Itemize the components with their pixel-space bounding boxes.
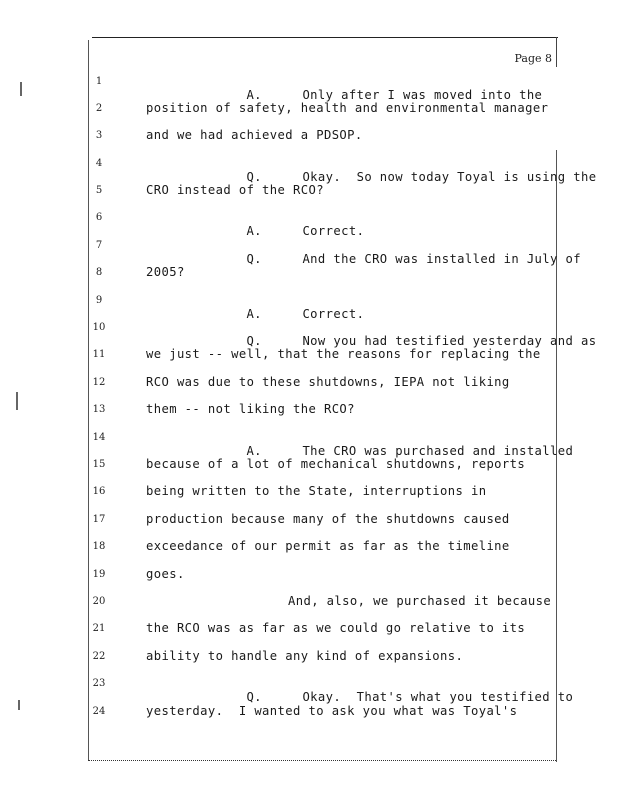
speaker-label: Q. bbox=[246, 170, 262, 184]
line-number: 21 bbox=[92, 623, 106, 634]
transcript-line: exceedance of our permit as far as the timeline bbox=[146, 539, 510, 553]
scan-mark bbox=[16, 392, 18, 410]
transcript-line bbox=[200, 238, 581, 280]
line-number: 15 bbox=[92, 459, 106, 470]
line-number: 9 bbox=[95, 295, 103, 306]
line-content: Correct. bbox=[302, 307, 365, 321]
line-content: Correct. bbox=[302, 224, 365, 238]
line-number: 11 bbox=[92, 349, 106, 360]
transcript-line: 2005? bbox=[146, 265, 185, 279]
transcript-line: ability to handle any kind of expansions. bbox=[146, 649, 464, 663]
transcript-line: RCO was due to these shutdowns, IEPA not liking bbox=[146, 375, 510, 389]
transcript-line: them -- not liking the RCO? bbox=[146, 402, 355, 416]
line-number: 6 bbox=[95, 212, 103, 223]
top-rule bbox=[92, 37, 558, 38]
top-right-tick bbox=[556, 37, 557, 67]
line-number: 18 bbox=[92, 541, 106, 552]
transcript-line: position of safety, health and environmental manager bbox=[146, 101, 549, 115]
transcript-line: CRO instead of the RCO? bbox=[146, 183, 324, 197]
bottom-rule bbox=[88, 760, 556, 761]
speaker-label: A. bbox=[246, 224, 262, 238]
speaker-label: A. bbox=[246, 307, 262, 321]
transcript-line: and we had achieved a PDSOP. bbox=[146, 128, 363, 142]
scan-mark bbox=[18, 700, 20, 710]
line-number: 17 bbox=[92, 514, 106, 525]
line-number: 12 bbox=[92, 377, 106, 388]
speaker-label: Q. bbox=[246, 334, 262, 348]
line-content: And the CRO was installed in July of bbox=[302, 252, 581, 266]
line-number: 19 bbox=[92, 569, 106, 580]
line-number: 2 bbox=[95, 103, 103, 114]
transcript-line: because of a lot of mechanical shutdowns, reports bbox=[146, 457, 526, 471]
transcript-line: yesterday. I wanted to ask you what was Toyal's bbox=[146, 704, 518, 718]
transcript-line: being written to the State, interruptions in bbox=[146, 484, 487, 498]
speaker-label: Q. bbox=[246, 690, 262, 704]
transcript-line: we just -- well, that the reasons for replacing the bbox=[146, 347, 541, 361]
line-content: Okay. That's what you testified to bbox=[302, 690, 574, 704]
line-content: Okay. So now today Toyal is using the bbox=[302, 170, 597, 184]
transcript-line: goes. bbox=[146, 567, 185, 581]
line-number: 22 bbox=[92, 651, 106, 662]
transcript-line: the RCO was as far as we could go relative to its bbox=[146, 621, 526, 635]
line-content: Only after I was moved into the bbox=[302, 88, 543, 102]
line-content: The CRO was purchased and installed bbox=[302, 444, 574, 458]
line-number: 7 bbox=[95, 240, 103, 251]
line-number: 4 bbox=[95, 158, 103, 169]
speaker-label: A. bbox=[246, 88, 262, 102]
line-content: Now you had testified yesterday and as bbox=[302, 334, 597, 348]
line-number: 8 bbox=[95, 267, 103, 278]
line-number: 13 bbox=[92, 404, 106, 415]
line-number: 23 bbox=[92, 678, 106, 689]
line-number: 20 bbox=[92, 596, 106, 607]
page-number: Page 8 bbox=[514, 52, 552, 65]
line-number: 5 bbox=[95, 185, 103, 196]
line-number: 24 bbox=[92, 706, 106, 717]
speaker-label: A. bbox=[246, 444, 262, 458]
line-number: 10 bbox=[92, 322, 106, 333]
line-number: 1 bbox=[95, 76, 103, 87]
line-number: 16 bbox=[92, 486, 106, 497]
scan-mark bbox=[20, 82, 22, 96]
line-number: 14 bbox=[92, 432, 106, 443]
transcript-line: production because many of the shutdowns caused bbox=[146, 512, 510, 526]
line-number: 3 bbox=[95, 130, 103, 141]
speaker-label: Q. bbox=[246, 252, 262, 266]
transcript-line: And, also, we purchased it because bbox=[288, 594, 552, 608]
